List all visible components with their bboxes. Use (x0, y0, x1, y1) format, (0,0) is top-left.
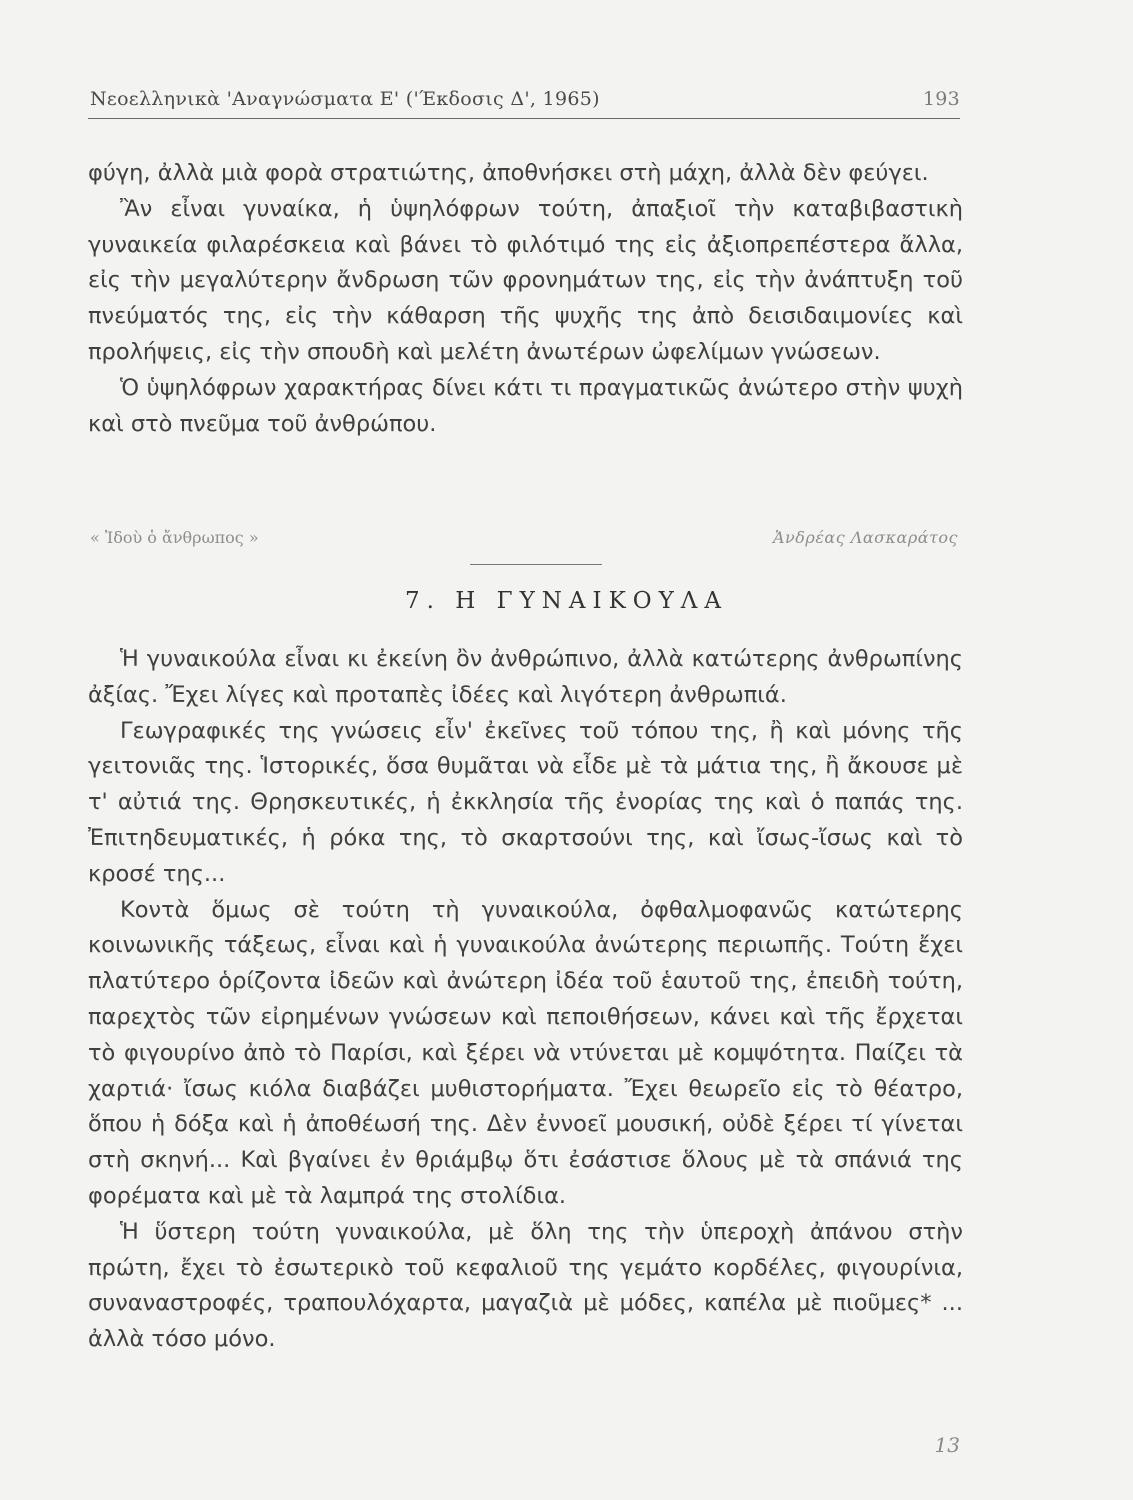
running-head-title: Νεοελληνικὰ 'Αναγνώσματα Ε' ('Έκδοσις Δ', 1965) (90, 88, 600, 110)
section-title: 7. Η ΓΥΝΑΙΚΟΥΛΑ (404, 588, 729, 614)
page-number: 193 (922, 88, 960, 110)
section-paragraph-3: Κοντὰ ὅμως σὲ τούτη τὴ γυναικούλα, ὀφθαλμοφανῶς κατώτερης κοινωνικῆς τάξεως, εἶναι καὶ ἡ γυναικούλα ἀνώτερης περιωπῆς. Τούτη ἔχει πλατύτερο ὁρίζοντα ἰδεῶν καὶ ἀνώτερη ἰδέα τοῦ ἑαυτοῦ της, ἐπειδὴ τούτη, παρεχτὸς τῶν εἰρημένων γνώσεων καὶ πεποιθήσεων, κάνει καὶ τῆς ἔρχεται τὸ φιγουρίνο ἀπὸ τὸ Παρίσι, καὶ ξέρει νὰ ντύνεται μὲ κομψότητα. Παίζει τὰ χαρτιά· ἴσως κιόλα διαβάζει μυθιστορήματα. Ἔχει θεωρεῖο εἰς τὸ θέατρο, ὅπου ἡ δόξα καὶ ἡ ἀποθέωσή της. Δὲν ἐννοεῖ μουσική, οὐδὲ ξέρει τί γίνεται στὴ σκηνή... Καὶ βγαίνει ἐν θριάμβῳ ὅτι ἐσάστισε ὅλους μὲ τὰ σπάνιά της φορέματα καὶ μὲ τὰ λαμπρά της στολίδια. (88, 896, 963, 1209)
intro-text-block (88, 156, 963, 442)
attribution (88, 524, 958, 552)
running-head (90, 88, 960, 114)
section-paragraph-1: Ἡ γυναικούλα εἶναι κι ἐκείνη ὂν ἀνθρώπινο, ἀλλὰ κατώτερης ἀνθρωπίνης ἀξίας. Ἔχει λίγες καὶ πρoταπὲς ἰδέες καὶ λιγότερη ἀνθρωπιά. (88, 646, 963, 708)
attribution-author: Ἀνδρέας Λασκαράτος (773, 528, 958, 547)
attribution-source: « Ἰδοὺ ὁ ἄνθρωπος » (90, 528, 259, 547)
signature-number: 13 (934, 1433, 960, 1457)
intro-paragraph-3: Ὁ ὑψηλόφρων χαρακτήρας δίνει κάτι τι πραγματικῶς ἀνώτερο στὴν ψυχὴ καὶ στὸ πνεῦμα τοῦ ἀνθρώπου. (88, 374, 963, 437)
intro-paragraph-1: φύγη, ἀλλὰ μιὰ φορὰ στρατιώτης, ἀποθνήσκει στὴ μάχη, ἀλλὰ δὲν φεύγει. (88, 160, 929, 186)
section-paragraph-2: Γεωγραφικές της γνώσεις εἶν' ἐκεῖνες τοῦ τόπου της, ἢ καὶ μόνης τῆς γειτονιᾶς της. Ἱστορικές, ὅσα θυμᾶται νὰ εἶδε μὲ τὰ μάτια της, ἢ ἄκουσε μὲ τ' αὐτιά της. Θρησκευτικές, ἡ ἐκκλησία τῆς ἐνορίας της καὶ ὁ παπάς της. Ἐπιτηδευματικές, ἡ ρόκα της, τὸ σκαρτσούνι της, καὶ ἴσως-ἴσως καὶ τὸ κροσέ της... (88, 717, 963, 887)
section-divider (470, 564, 602, 565)
intro-paragraph-2: Ἂν εἶναι γυναίκα, ἡ ὑψηλόφρων τούτη, ἀπαξιοῖ τὴν καταβιβαστικὴ γυναικεία φιλαρέσκεια καὶ βάνει τὸ φιλότιμό της εἰς ἀξιοπρεπέστερα ἄλλα, εἰς τὴν μεγαλύτερην ἄνδρωση τῶν φρονημάτων της, εἰς τὴν ἀνάπτυξη τοῦ πνεύματός της, εἰς τὴν κάθαρση τῆς ψυχῆς της ἀπὸ δεισιδαιμονίες καὶ προλήψεις, εἰς τὴν σπουδὴ καὶ μελέτη ἀνωτέρων ὠφελίμων γνώσεων. (88, 195, 963, 365)
section-text-block (88, 642, 963, 1358)
section-paragraph-4: Ἡ ὕστερη τούτη γυναικούλα, μὲ ὅλη της τὴν ὑπεροχὴ ἀπάνου στὴν πρώτη, ἔχει τὸ ἐσωτερικὸ τοῦ κεφαλιοῦ της γεμάτο κορδέλες, φιγουρίνια, συναναστροφές, τραπουλόχαρτα, μαγαζιὰ μὲ μόδες, καπέλα μὲ πιοῦμες* ... ἀλλὰ τόσο μόνο. (88, 1218, 963, 1353)
header-rule (88, 118, 960, 119)
